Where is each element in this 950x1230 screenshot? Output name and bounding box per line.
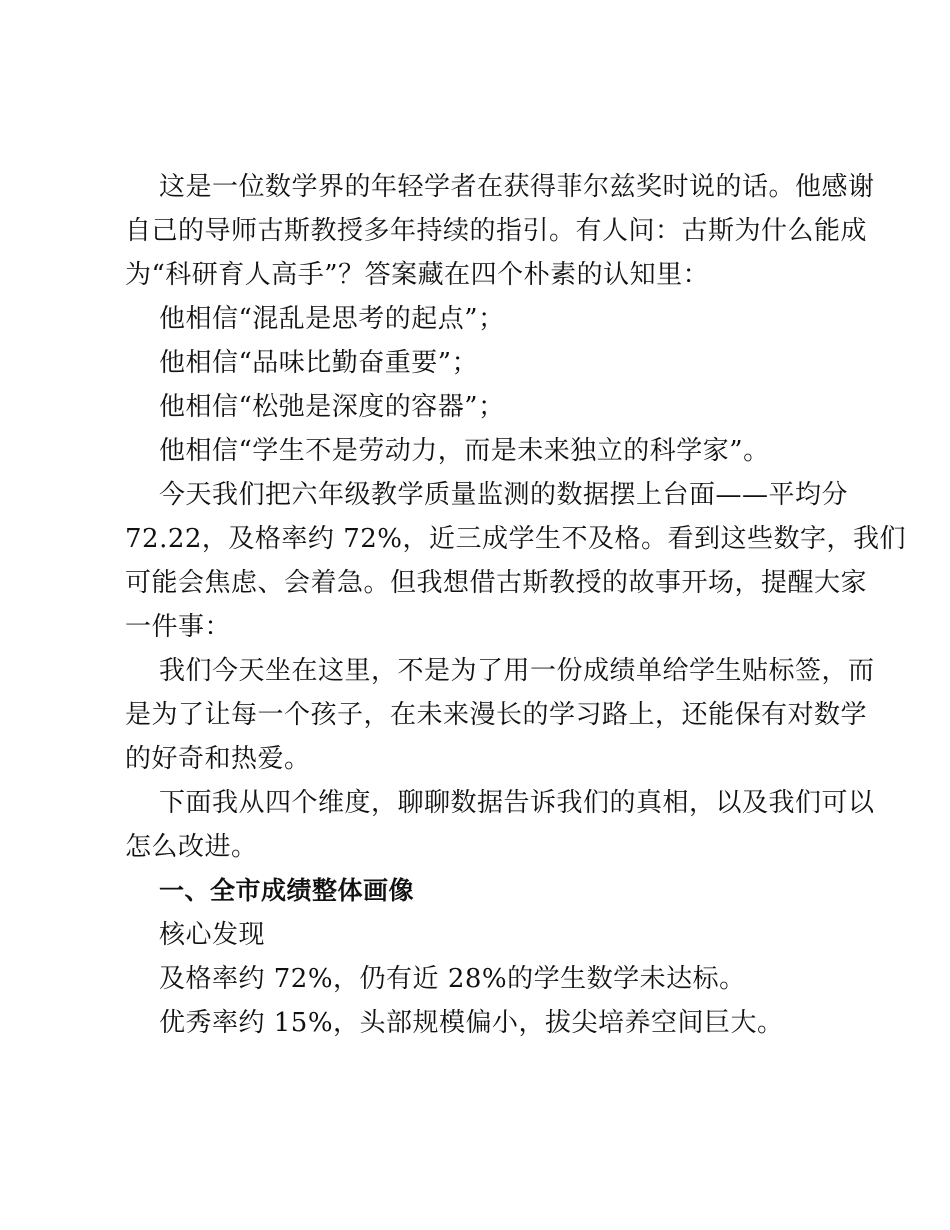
paragraph-line: 我们今天坐在这里，不是为了用一份成绩单给学生贴标签，而 <box>159 656 875 686</box>
finding-line: 及格率约 72%，仍有近 28%的学生数学未达标。 <box>159 964 746 994</box>
paragraph-line: 今天我们把六年级教学质量监测的数据摆上台面——平均分 <box>159 480 849 510</box>
paragraph-line: 一件事： <box>125 612 232 642</box>
belief-line: 他相信“学生不是劳动力，而是未来独立的科学家”。 <box>159 436 770 466</box>
paragraph-line: 72.22，及格率约 72%，近三成学生不及格。看到这些数字，我们 <box>125 524 906 554</box>
belief-line: 他相信“松弛是深度的容器”； <box>159 392 505 422</box>
finding-line: 优秀率约 15%，头部规模偏小，拔尖培养空间巨大。 <box>159 1008 784 1038</box>
paragraph-line: 下面我从四个维度，聊聊数据告诉我们的真相，以及我们可以 <box>159 788 875 818</box>
paragraph-line: 怎么改进。 <box>125 832 258 862</box>
subheading: 核心发现 <box>159 920 266 950</box>
document-page <box>125 165 906 1045</box>
paragraph-line: 为“科研育人高手”？答案藏在四个朴素的认知里： <box>125 260 710 290</box>
paragraph-line: 的好奇和热爱。 <box>125 744 311 774</box>
paragraph-line: 这是一位数学界的年轻学者在获得菲尔兹奖时说的话。他感谢 <box>159 172 875 202</box>
paragraph-line: 自己的导师古斯教授多年持续的指引。有人问：古斯为什么能成 <box>125 216 868 246</box>
paragraph-line: 可能会焦虑、会着急。但我想借古斯教授的故事开场，提醒大家 <box>125 568 868 598</box>
belief-line: 他相信“品味比勤奋重要”； <box>159 348 479 378</box>
paragraph-line: 是为了让每一个孩子，在未来漫长的学习路上，还能保有对数学 <box>125 700 868 730</box>
belief-line: 他相信“混乱是思考的起点”； <box>159 304 505 334</box>
section-heading: 一、全市成绩整体画像 <box>159 876 415 905</box>
